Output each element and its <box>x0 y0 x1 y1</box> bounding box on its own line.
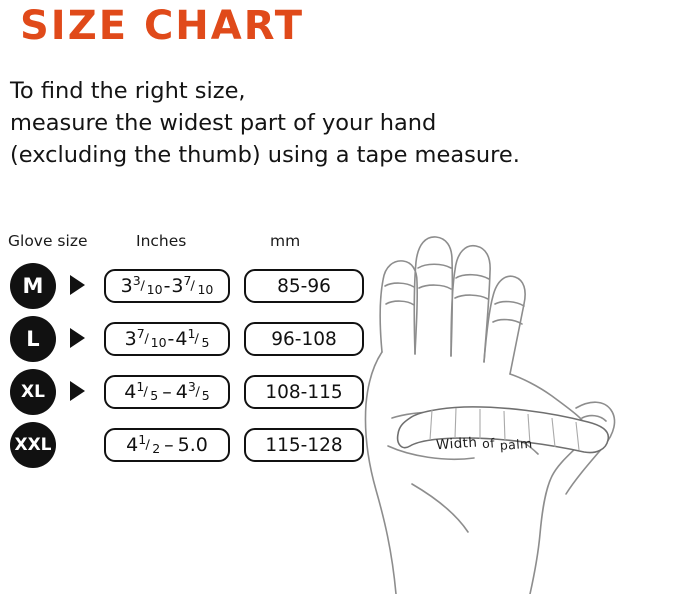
inches-num-low: 7 <box>136 325 145 341</box>
intro-text <box>10 76 530 172</box>
hand-drawing-icon <box>352 222 674 594</box>
table-row <box>8 366 368 419</box>
hand-illustration <box>352 222 674 594</box>
mm-value: 108-115 <box>244 375 364 409</box>
mm-value: 115-128 <box>244 428 364 462</box>
inches-whole-high: 4 <box>175 328 188 350</box>
mm-value: 85-96 <box>244 269 364 303</box>
inches-den-high: 10 <box>197 281 214 297</box>
range-separator: – <box>164 434 174 456</box>
size-table <box>8 232 368 472</box>
inches-value <box>104 322 230 356</box>
inches-num-low: 3 <box>132 272 141 288</box>
inches-den-high: 5 <box>201 334 210 350</box>
table-row <box>8 313 368 366</box>
inches-den-low: 5 <box>150 387 159 403</box>
inches-whole-low: 3 <box>120 275 133 297</box>
table-header-row <box>8 232 368 260</box>
inches-den-low: 10 <box>150 334 167 350</box>
inches-value <box>104 269 230 303</box>
table-row <box>8 260 368 313</box>
size-badge: XXL <box>10 422 56 468</box>
range-separator: - <box>163 275 171 297</box>
inches-num-low: 1 <box>138 431 147 447</box>
inches-whole-high: 4 <box>175 381 188 403</box>
size-badge: L <box>10 316 56 362</box>
inches-num-high: 1 <box>187 325 196 341</box>
inches-whole-low: 4 <box>124 381 137 403</box>
inches-value <box>104 428 230 462</box>
inches-whole-high: 3 <box>171 275 184 297</box>
inches-value <box>104 375 230 409</box>
arrow-right-icon <box>70 275 85 295</box>
column-header-mm: mm <box>270 232 301 250</box>
inches-num-high: 3 <box>187 378 196 394</box>
range-separator: – <box>162 381 172 403</box>
inches-whole-low: 3 <box>124 328 137 350</box>
size-badge: M <box>10 263 56 309</box>
intro-line-2: measure the widest part of your hand <box>10 109 437 136</box>
arrow-right-icon <box>70 328 85 348</box>
inches-den-low: 10 <box>146 281 163 297</box>
inches-whole-low: 4 <box>126 434 139 456</box>
page-title: SIZE CHART <box>20 3 305 49</box>
intro-line-3: (excluding the thumb) using a tape measure. <box>10 141 520 168</box>
intro-line-1: To find the right size, <box>10 78 246 104</box>
size-badge: XL <box>10 369 56 415</box>
inches-den-high: 5 <box>201 387 210 403</box>
palm-width-word-1: Width <box>435 434 478 454</box>
table-row <box>8 419 368 472</box>
inches-num-high: 7 <box>183 272 192 288</box>
palm-width-word-3: palm <box>499 435 534 453</box>
inches-num-low: 1 <box>136 378 145 394</box>
mm-value: 96-108 <box>244 322 364 356</box>
palm-width-word-2: of <box>481 435 496 452</box>
column-header-glove-size: Glove size <box>8 232 88 250</box>
column-header-inches: Inches <box>136 232 187 250</box>
range-separator: - <box>167 328 175 350</box>
inches-whole-high: 5.0 <box>177 434 208 456</box>
inches-den-low: 2 <box>152 440 161 456</box>
arrow-right-icon <box>70 381 85 401</box>
